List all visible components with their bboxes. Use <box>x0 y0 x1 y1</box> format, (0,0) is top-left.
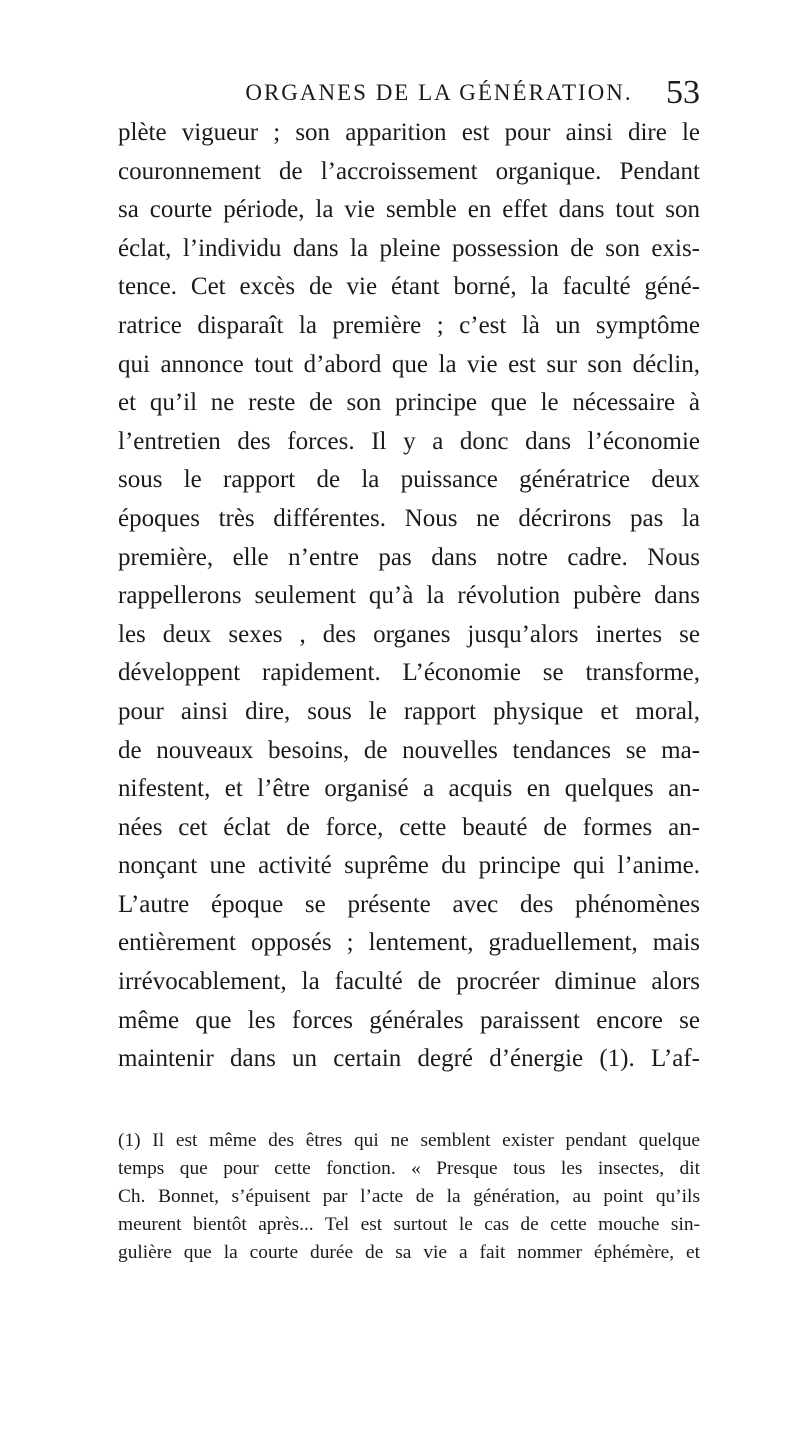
body-line: couronnement de l’accroissement organique. Pendant <box>118 157 700 185</box>
page-number: 53 <box>666 74 700 111</box>
body-line: les deux sexes , des organes jusqu’alors inertes se <box>118 620 700 648</box>
body-line: même que les forces générales paraissent encore se <box>118 1006 700 1034</box>
body-line: époques très différentes. Nous ne décrirons pas la <box>118 504 700 532</box>
body-line: nifestent, et l’être organisé a acquis en quelques an- <box>118 775 700 803</box>
body-line: tence. Cet excès de vie étant borné, la faculté géné- <box>118 273 700 301</box>
footnote-line: temps que pour cette fonction. « Presque tous les insectes, dit <box>118 1158 700 1179</box>
body-line: ratrice disparaît la première ; c’est là un symptôme <box>118 311 700 339</box>
footnote-line: gulière que la courte durée de sa vie a fait nommer éphémère, et <box>118 1242 700 1263</box>
body-line: sa courte période, la vie semble en effet dans tout son <box>118 196 700 224</box>
body-line: entièrement opposés ; lentement, graduellement, mais <box>118 929 700 957</box>
footnote-line: Ch. Bonnet, s’épuisent par l’acte de la génération, au point qu’ils <box>118 1186 700 1207</box>
body-line: qui annonce tout d’abord que la vie est sur son déclin, <box>118 350 700 378</box>
body-line: rappellerons seulement qu’à la révolution pubère dans <box>118 582 700 610</box>
body-line: première, elle n’entre pas dans notre cadre. Nous <box>118 543 700 571</box>
footnote-line: meurent bientôt après... Tel est surtout le cas de cette mouche sin- <box>118 1214 700 1235</box>
body-line: nonçant une activité suprême du principe qui l’anime. <box>118 852 700 880</box>
body-line: développent rapidement. L’économie se transforme, <box>118 659 700 687</box>
body-line: pour ainsi dire, sous le rapport physique et moral, <box>118 697 700 725</box>
body-line: et qu’il ne reste de son principe que le nécessaire à <box>118 389 700 417</box>
body-line: l’entretien des forces. Il y a donc dans l’économie <box>118 427 700 455</box>
body-text <box>118 114 700 1079</box>
body-line: plète vigueur ; son apparition est pour ainsi dire le <box>118 119 700 146</box>
body-line: de nouveaux besoins, de nouvelles tendances se ma- <box>118 736 700 764</box>
footnote-line: (1) Il est même des êtres qui ne semblent exister pendant quelque <box>118 1130 700 1151</box>
body-line: nées cet éclat de force, cette beauté de formes an- <box>118 813 700 841</box>
body-line: maintenir dans un certain degré d’énergie (1). L’af- <box>118 1045 700 1073</box>
running-title: ORGANES DE LA GÉNÉRATION. <box>245 80 633 105</box>
running-head <box>118 74 700 114</box>
body-line: L’autre époque se présente avec des phénomènes <box>118 890 700 918</box>
footnote <box>118 1127 700 1267</box>
body-line: éclat, l’individu dans la pleine possession de son exis- <box>118 234 700 262</box>
body-line: sous le rapport de la puissance génératrice deux <box>118 466 700 494</box>
body-line: irrévocablement, la faculté de procréer diminue alors <box>118 968 700 996</box>
